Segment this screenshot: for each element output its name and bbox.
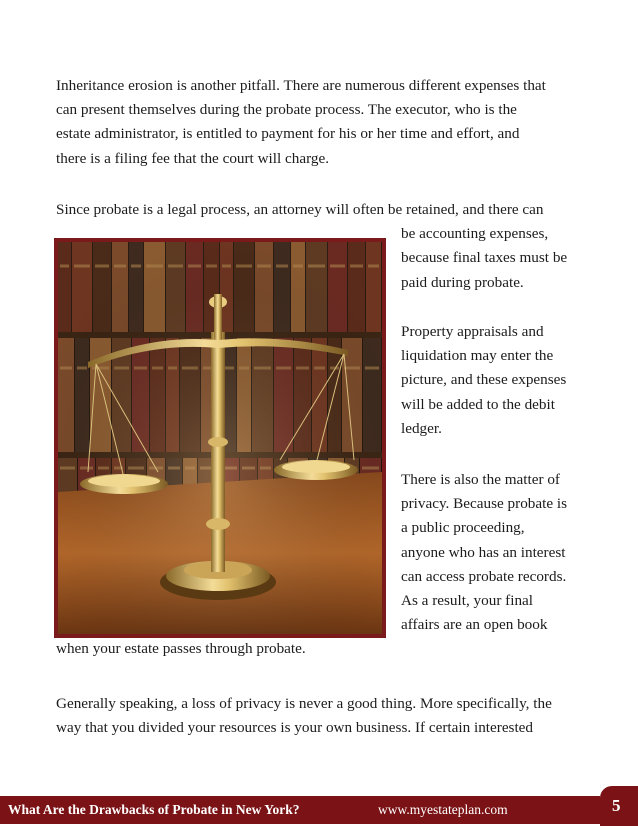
scales-of-justice-image [54,238,386,638]
text-line: Generally speaking, a loss of privacy is never a good thing. More specifically, the [56,695,552,712]
text-line: As a result, your final [401,592,534,610]
paragraph-loss-of-privacy [56,692,552,740]
text-line: Property appraisals and [401,323,544,340]
text-line: there is a filing fee that the court will charge. [56,149,329,167]
text-line: paid during probate. [401,273,524,291]
text-line: ledger. [401,419,442,437]
footer-bar [0,796,600,824]
text-line: There is also the matter of [401,471,560,488]
text-line: a public proceeding, [401,519,525,537]
paragraph-inheritance-erosion [56,74,546,171]
text-line: anyone who has an interest [401,543,566,561]
text-line: be accounting expenses, [401,225,549,243]
text-line: estate administrator, is entitled to payment for his or her time and effort, and [56,125,520,143]
text-line: affairs are an open book [401,616,548,634]
footer-website-link[interactable]: www.myestateplan.com [378,802,508,817]
text-line: can present themselves during the probate process. The executor, who is the [56,101,517,119]
text-line: liquidation may enter the [401,347,554,365]
text-line: Inheritance erosion is another pitfall. There are numerous different expenses that [56,77,546,94]
text-line: can access probate records. [401,567,567,585]
text-line: when your estate passes through probate. [56,640,306,658]
text-line: privacy. Because probate is [401,495,568,513]
text-line: Since probate is a legal process, an attorney will often be retained, and there can [56,201,544,218]
text-line: will be added to the debit [401,395,555,413]
text-line: picture, and these expenses [401,371,567,389]
page-number: 5 [612,796,621,815]
text-line: way that you divided your resources is your own business. If certain interested [56,719,534,737]
text-line: because final taxes must be [401,249,568,267]
footer-document-title: What Are the Drawbacks of Probate in New York? [8,802,300,817]
